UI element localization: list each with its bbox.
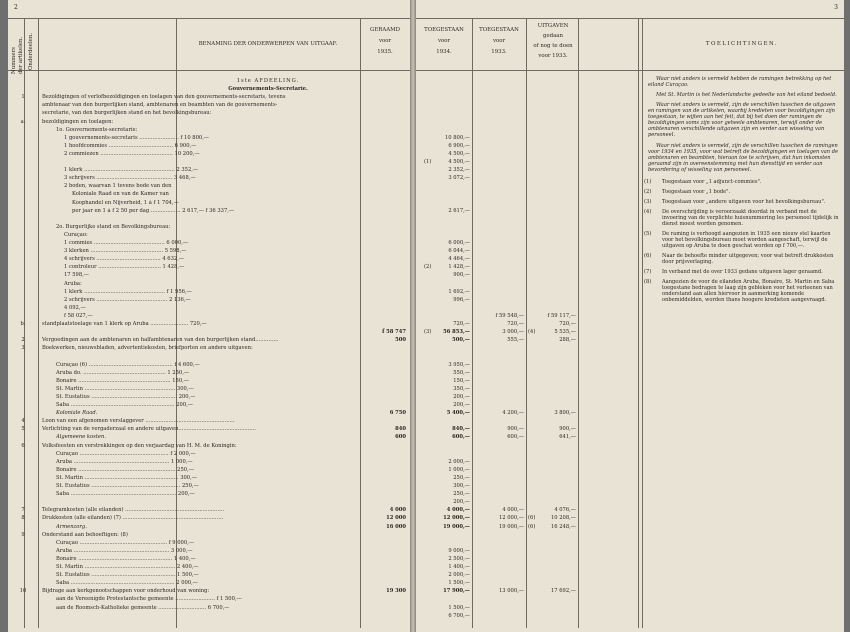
uitgaven-1933-value: 16 248,— — [551, 523, 576, 530]
toegestaan-1934-value: 2 617,— — [448, 207, 470, 214]
budget-line-text: Bezoldigingen of verlofbezoldigingen en toelagen van den gouvernements-secretaris, tevens — [42, 94, 286, 101]
header-rule — [8, 18, 410, 19]
budget-line-text: Aruba do. .................................................. 1 250,— — [56, 369, 190, 376]
column-rule — [526, 18, 527, 628]
article-number: 3 — [21, 345, 25, 352]
note-text: De raming is verhoogd aangezien in 1935 een nieuw stel kaarten voor het bevolkingsbureau moet worden aangeschaft, terwijl de uitgaven op Aruba te doen geschat worden op f 700,—. — [662, 231, 831, 250]
note-text: In verband met de over 1933 gedane uitgaven lager geraamd. — [662, 269, 823, 275]
geraamd-1935-value: f 58 747 — [382, 329, 406, 336]
footnote-mark: (4) — [528, 329, 536, 336]
toegestaan-1934-value: 6 044,— — [448, 248, 470, 255]
geraamd-1935-value: 12 000 — [386, 515, 406, 522]
budget-line-text: Koloniale Raad en van de Kamer van — [72, 191, 169, 198]
budget-line-text: ambtenaar van den burgerlijken stand, ambtenaren en beambten van de gouvernements- — [42, 102, 278, 109]
toegestaan-1934-value: 1 500,— — [448, 580, 470, 587]
article-number: 9 — [21, 531, 25, 538]
budget-line-text: Aruba: — [64, 280, 82, 287]
budget-line-text: Boekwerken, nieuwsbladen, advertentiekosten, briefporten en andere uitgaven: — [42, 345, 253, 352]
toegestaan-1934-value: 4 500,— — [448, 150, 470, 157]
header-uitgaven: UITGAVEN — [537, 23, 569, 29]
budget-line-text: St. Eustatius .................................................... 200,— — [56, 393, 196, 400]
budget-line-text: 2 schrijvers ........................................... 2 136,— — [64, 296, 191, 303]
note-number: (4) — [644, 209, 652, 215]
toegestaan-1933-value: 555,— — [507, 337, 524, 344]
toegestaan-1934-value: 840,— — [452, 426, 470, 433]
note-text: Aangezien de voor de eilanden Aruba, Bonaire, St. Martin en Saba toegestane bedragen te laag zijn gebleken voor het verleenen van onderstand aan allen hiervoor in aanmerking komende onbemiddelden, worden thans hoogere kredieten aangevraagd. — [662, 279, 835, 304]
budget-line-text: 1 controleur ...................................... 1 428,— — [64, 264, 185, 271]
header-der-artikelen: der artikelen. — [18, 36, 24, 74]
header-rule — [416, 70, 844, 71]
page-number-right: 3 — [834, 4, 838, 11]
article-number: 1 — [21, 94, 25, 101]
header-toegestaan-1934: TOEGESTAAN — [424, 27, 464, 33]
header-nummers: Nummers — [11, 47, 17, 74]
budget-line-text: 1 gouvernements-secretaris ........................ f 10 800,— — [64, 134, 210, 141]
toegestaan-1934-value: 550,— — [453, 369, 470, 376]
budget-line-text: Gouvernements-Secretarie. — [228, 86, 308, 93]
intro-note: Waar niet anders is vermeld hebben de ramingen betrekking op het eiland Curaçao. — [648, 76, 832, 89]
header-onderdeelen: Onderdeelen. — [28, 32, 34, 70]
budget-line-text: Curaçao: — [64, 231, 88, 238]
column-rule — [642, 18, 643, 628]
budget-line-text: Verlichting van de vergaderzaal en andere uitgaven............................................... — [42, 426, 256, 433]
toegestaan-1934-value: 4 000,— — [446, 507, 470, 514]
budget-line-text: 3 klerken ............................................ 5 598,— — [64, 248, 187, 255]
geraamd-1935-value: 19 300 — [386, 588, 406, 595]
budget-line-text: Vergoedingen aan de ambtenaren en halfambtenaren van den burgerlijken stand.............. — [42, 337, 279, 344]
budget-line-text: 3 schrijvers .............................................. 3 468,— — [64, 175, 196, 182]
uitgaven-1933-value: 5 535,— — [554, 329, 576, 336]
budget-line-text: Aruba .......................................................... 1 000,— — [56, 458, 193, 465]
uitgaven-1933-value: 17 692,— — [551, 588, 576, 595]
toegestaan-1934-value: 17 900,— — [443, 588, 470, 595]
budget-line-text: Curaçao ...................................................... f 2 000,— — [56, 450, 196, 457]
uitgaven-1933-value: 3 800,— — [554, 410, 576, 417]
toegestaan-1934-value: 6 900,— — [448, 142, 470, 149]
budget-line-text: 2 boden, waarvan 1 tevens bode van den — [64, 183, 172, 190]
uitgaven-1933-value: f 59 117,— — [547, 312, 576, 319]
budget-line-text: Koloniale Raad. — [56, 410, 98, 417]
toegestaan-1933-value: 720,— — [507, 321, 524, 327]
toegestaan-1934-value: 250,— — [453, 491, 470, 498]
article-number: 2 — [21, 337, 25, 344]
header-benaming: BENAMING DER ONDERWERPEN VAN UITGAAF. — [198, 41, 338, 47]
toegestaan-1934-value: 10 800,— — [445, 134, 470, 141]
column-rule — [360, 18, 361, 628]
header-toegestaan-1933: TOEGESTAAN — [479, 27, 519, 33]
budget-line-text: 1 commies ........................................... 6 000,— — [64, 240, 189, 246]
toegestaan-1934-value: 1 400,— — [448, 564, 470, 570]
toegestaan-1933-value: 4 200,— — [502, 410, 524, 417]
budget-line-text: Onderstand aan behoeftigen: (8) — [42, 531, 128, 538]
column-rule — [472, 18, 473, 628]
toegestaan-1934-value: 200,— — [453, 499, 470, 506]
header-toegestaan-1934: voor — [437, 38, 451, 44]
budget-line-text: Saba ............................................................... 2 000,— — [56, 580, 198, 587]
header-toelichtingen: TOELICHTINGEN. — [705, 41, 779, 47]
budget-line-text: St. Martin ....................................................... 300,— — [56, 385, 194, 392]
article-number: 8 — [21, 515, 25, 522]
toegestaan-1934-value: 300,— — [453, 483, 470, 489]
geraamd-1935-value: 600 — [395, 434, 406, 441]
toegestaan-1934-value: 3 072,— — [448, 175, 470, 182]
toegestaan-1934-value: 6 700,— — [448, 612, 470, 619]
toegestaan-1934-value: 720,— — [453, 321, 470, 327]
right-page — [416, 0, 844, 632]
budget-line-text: Volksfeesten en verstrekkingen op den verjaardag van H. M. de Koningin: — [42, 442, 237, 449]
toegestaan-1933-value: 12 000,— — [499, 515, 524, 522]
budget-line-text: St. Martin ......................................................... 300,— — [56, 474, 197, 481]
left-page — [8, 0, 410, 632]
toegestaan-1934-value: 9 000,— — [448, 547, 470, 554]
toegestaan-1934-value: 2 352,— — [448, 167, 470, 174]
budget-line-text: 4 092,— — [64, 304, 86, 311]
uitgaven-1933-value: 288,— — [559, 337, 576, 344]
budget-line-text: per jaar en 1 à f 2 50 per dag .................. 2 617,— f 36 337,— — [72, 207, 235, 214]
budget-line-text: 1ste AFDEELING. — [236, 78, 300, 84]
budget-line-text: Drukkosten (alle eilanden) (7) ............................................................. — [42, 515, 224, 522]
budget-line-text: Bonaire ........................................................... 250,— — [56, 466, 194, 473]
budget-line-text: f 58 027,— — [64, 312, 93, 319]
footnote-mark: (2) — [424, 264, 432, 271]
column-rule — [38, 18, 39, 628]
toegestaan-1933-value: f 59 548,— — [495, 312, 524, 319]
budget-line-text: Algemeene kosten. — [56, 434, 106, 441]
toegestaan-1934-value: 2 000,— — [448, 458, 470, 465]
toegestaan-1934-value: 350,— — [453, 385, 470, 392]
article-number: 7 — [21, 507, 25, 514]
budget-line-text: Curaçao (6) ................................................... f 4 600,— — [56, 361, 200, 368]
page-number-left: 2 — [14, 4, 18, 11]
toegestaan-1933-value: 600,— — [507, 434, 524, 441]
toegestaan-1934-value: 200,— — [453, 402, 470, 408]
note-number: (7) — [644, 269, 652, 275]
uitgaven-1933-value: 641,— — [559, 434, 576, 441]
budget-line-text: aan de Roomsch-Katholieke gemeente ............................. 6 700,— — [56, 604, 230, 611]
uitgaven-1933-value: 10 208,— — [551, 515, 576, 522]
budget-line-text: bezoldigingen en toelagen: — [42, 118, 114, 125]
budget-line-text: standplaatstoelage van 1 klerk op Aruba ....................... 720,— — [42, 321, 207, 327]
header-rule — [8, 70, 410, 71]
budget-line-text: Bijdrage aan kerkgenootschappen voor onderhoud van woning: — [42, 588, 210, 595]
geraamd-1935-value: 16 000 — [386, 523, 406, 530]
toegestaan-1934-value: 200,— — [453, 393, 470, 400]
toegestaan-1934-value: 1 692,— — [448, 288, 470, 295]
note-number: (6) — [644, 253, 652, 259]
budget-line-text: Saba ............................................................... 200,— — [56, 402, 193, 408]
header-geraamd: GERAAMD — [370, 27, 400, 33]
toegestaan-1933-value: 13 000,— — [499, 588, 524, 595]
budget-line-text: St. Eustatius ...................................................... 250,— — [56, 483, 199, 489]
toegestaan-1934-value: 6 000,— — [448, 240, 470, 246]
uitgaven-1933-value: 900,— — [559, 426, 576, 433]
budget-line-text: 1o. Gouvernements-secretarie: — [56, 126, 138, 133]
note-text: De overschrijding is veroorzaakt doordat in verband met de invoering van de verplichte huisnummering les personeel tijdelijk in dienst moest worden genomen. — [662, 209, 839, 228]
toegestaan-1934-value: 250,— — [453, 474, 470, 481]
toegestaan-1933-value: 19 000,— — [499, 523, 524, 530]
footnote-mark: (1) — [424, 159, 432, 165]
budget-line-text: 4 schrijvers ....................................... 4 632,— — [64, 256, 185, 263]
toegestaan-1934-value: 5 400,— — [446, 410, 470, 417]
budget-line-text: St. Martin ....................................................... 2 400,— — [56, 564, 199, 570]
toegestaan-1934-value: 3 950,— — [448, 361, 470, 368]
article-number: b. — [20, 321, 26, 327]
toegestaan-1933-value: 3 000,— — [502, 329, 524, 336]
article-number: 4 — [21, 418, 25, 425]
uitgaven-1933-value: 4 076,— — [554, 507, 576, 514]
header-rule — [416, 18, 844, 19]
budget-line-text: 1 hoofdcommies ....................................... 6 900,— — [64, 142, 197, 149]
toegestaan-1934-value: 56 853,— — [443, 329, 470, 336]
note-number: (3) — [644, 199, 652, 205]
toegestaan-1934-value: 1 500,— — [448, 604, 470, 611]
header-uitgaven: voor 1933. — [538, 53, 568, 59]
toegestaan-1934-value: 150,— — [453, 377, 470, 384]
budget-line-text: 1 klerk ................................................. f 1 956,— — [64, 288, 192, 295]
note-text: Toegestaan voor „1 adjunct-commies". — [662, 179, 762, 185]
toegestaan-1934-value: 4 464,— — [448, 256, 470, 263]
toegestaan-1934-value: 4 500,— — [448, 159, 470, 165]
budget-line-text: Bonaire ........................................................ 150,— — [56, 377, 189, 384]
toegestaan-1934-value: 500,— — [452, 337, 470, 344]
intro-note: Met St. Martin is het Nederlandsche gedeelte van het eiland bedoeld. — [656, 92, 837, 98]
column-rule — [638, 18, 639, 628]
note-text: Naar de behoefte minder uitgegeven; voor wat betreft drukkosten door prijsverlaging. — [662, 253, 834, 266]
header-toegestaan-1933: 1933. — [491, 49, 507, 55]
uitgaven-1933-value: 720,— — [559, 321, 576, 327]
note-text: Toegestaan voor „andere uitgaven voor het bevolkingsbureau". — [662, 199, 826, 205]
intro-note: Waar niet anders is vermeld, zijn de verschillen tusschen de ramingen voor 1934 en 1935, voor wat betreft de bezoldigingen en toelagen van de ambtenaren en beambten, hieraan toe te schrijven, dat hun inkomsten geraamd zijn in overeenstemming met hun diensttijd en verder aan bevordering of wisseling van personeel. — [648, 143, 838, 174]
header-geraamd: 1935. — [377, 49, 393, 55]
geraamd-1935-value: 500 — [395, 337, 406, 344]
toegestaan-1934-value: 600,— — [452, 434, 470, 441]
budget-line-text: secretarie, van den burgerlijken stand en het bevolkingsbureau: — [42, 110, 212, 117]
budget-line-text: Curaçao ..................................................... f 9 000,— — [56, 539, 194, 546]
budget-line-text: Saba ................................................................ 200,— — [56, 491, 195, 498]
note-number: (1) — [644, 179, 652, 185]
article-number: 10 — [19, 588, 27, 595]
budget-line-text: St. Eustatius ................................................... 1 500,— — [56, 572, 199, 579]
toegestaan-1934-value: 900,— — [453, 272, 470, 279]
footnote-mark: (3) — [424, 329, 432, 336]
toegestaan-1934-value: 19 000,— — [443, 523, 470, 530]
budget-line-text: Aruba .......................................................... 3 000,— — [56, 547, 193, 554]
column-rule — [578, 18, 579, 628]
article-number: 6 — [21, 442, 25, 449]
article-number: 5 — [21, 426, 25, 433]
geraamd-1935-value: 6 750 — [389, 410, 406, 417]
toegestaan-1933-value: 900,— — [507, 426, 524, 433]
note-text: Toegestaan voor „1 bode". — [662, 189, 731, 195]
note-number: (2) — [644, 189, 652, 195]
budget-line-text: Bonaire ......................................................... 1 400,— — [56, 555, 196, 562]
toegestaan-1934-value: 2 500,— — [448, 555, 470, 562]
budget-line-text: Telegramkosten (alle eilanden) ............................................................ — [42, 507, 225, 514]
budget-line-text: 17 598,— — [64, 272, 89, 279]
toegestaan-1933-value: 4 000,— — [502, 507, 524, 514]
budget-line-text: aan de Vereenigde Protestantsche gemeente ........................ f 1 500,— — [56, 596, 242, 603]
footnote-mark: (6) — [528, 515, 536, 522]
toegestaan-1934-value: 12 000,— — [443, 515, 470, 522]
header-geraamd: voor — [378, 38, 392, 44]
budget-line-text: 2o. Burgerlijke stand en Bevolkingsbureau: — [56, 223, 171, 230]
article-number: a. — [20, 118, 26, 125]
footnote-mark: (6) — [528, 523, 536, 530]
header-uitgaven: of nog te doen — [533, 43, 573, 49]
note-number: (8) — [644, 279, 652, 285]
intro-note: Waar niet anders is vermeld, zijn de verschillen tusschen de uitgaven en ramingen van de artikelen, waarbij kredieten voor bezoldigingen zijn toegestaan, te wijten aan het feit, dat bij het doen der ramingen de bezoldigingen soms zijn voor geheele ambtenaren, terwijl onder de ambtenaren verschillende uitgaven zijn en verder aan wisseling van personeel. — [648, 102, 836, 139]
budget-line-text: Armenzorg. — [56, 523, 87, 530]
toegestaan-1934-value: 996,— — [453, 296, 470, 303]
budget-line-text: 2 commiezen ............................................ 10 200,— — [64, 150, 200, 157]
budget-line-text: Koophandel en Nijverheid, 1 à f 1 704,— — [72, 199, 179, 206]
geraamd-1935-value: 840 — [395, 426, 406, 433]
budget-line-text: Loon van een afgenomen verslaggever ...................................................... — [42, 418, 235, 425]
budget-line-text: 1 klerk ....................................................... 2 352,— — [64, 167, 199, 174]
toegestaan-1934-value: 1 000,— — [448, 466, 470, 473]
header-toegestaan-1934: 1934. — [436, 49, 452, 55]
toegestaan-1934-value: 1 428,— — [448, 264, 470, 271]
toegestaan-1934-value: 2 000,— — [448, 572, 470, 579]
geraamd-1935-value: 4 000 — [389, 507, 406, 514]
note-number: (5) — [644, 231, 652, 237]
header-toegestaan-1933: voor — [492, 38, 506, 44]
header-uitgaven: gedaan — [543, 33, 563, 39]
